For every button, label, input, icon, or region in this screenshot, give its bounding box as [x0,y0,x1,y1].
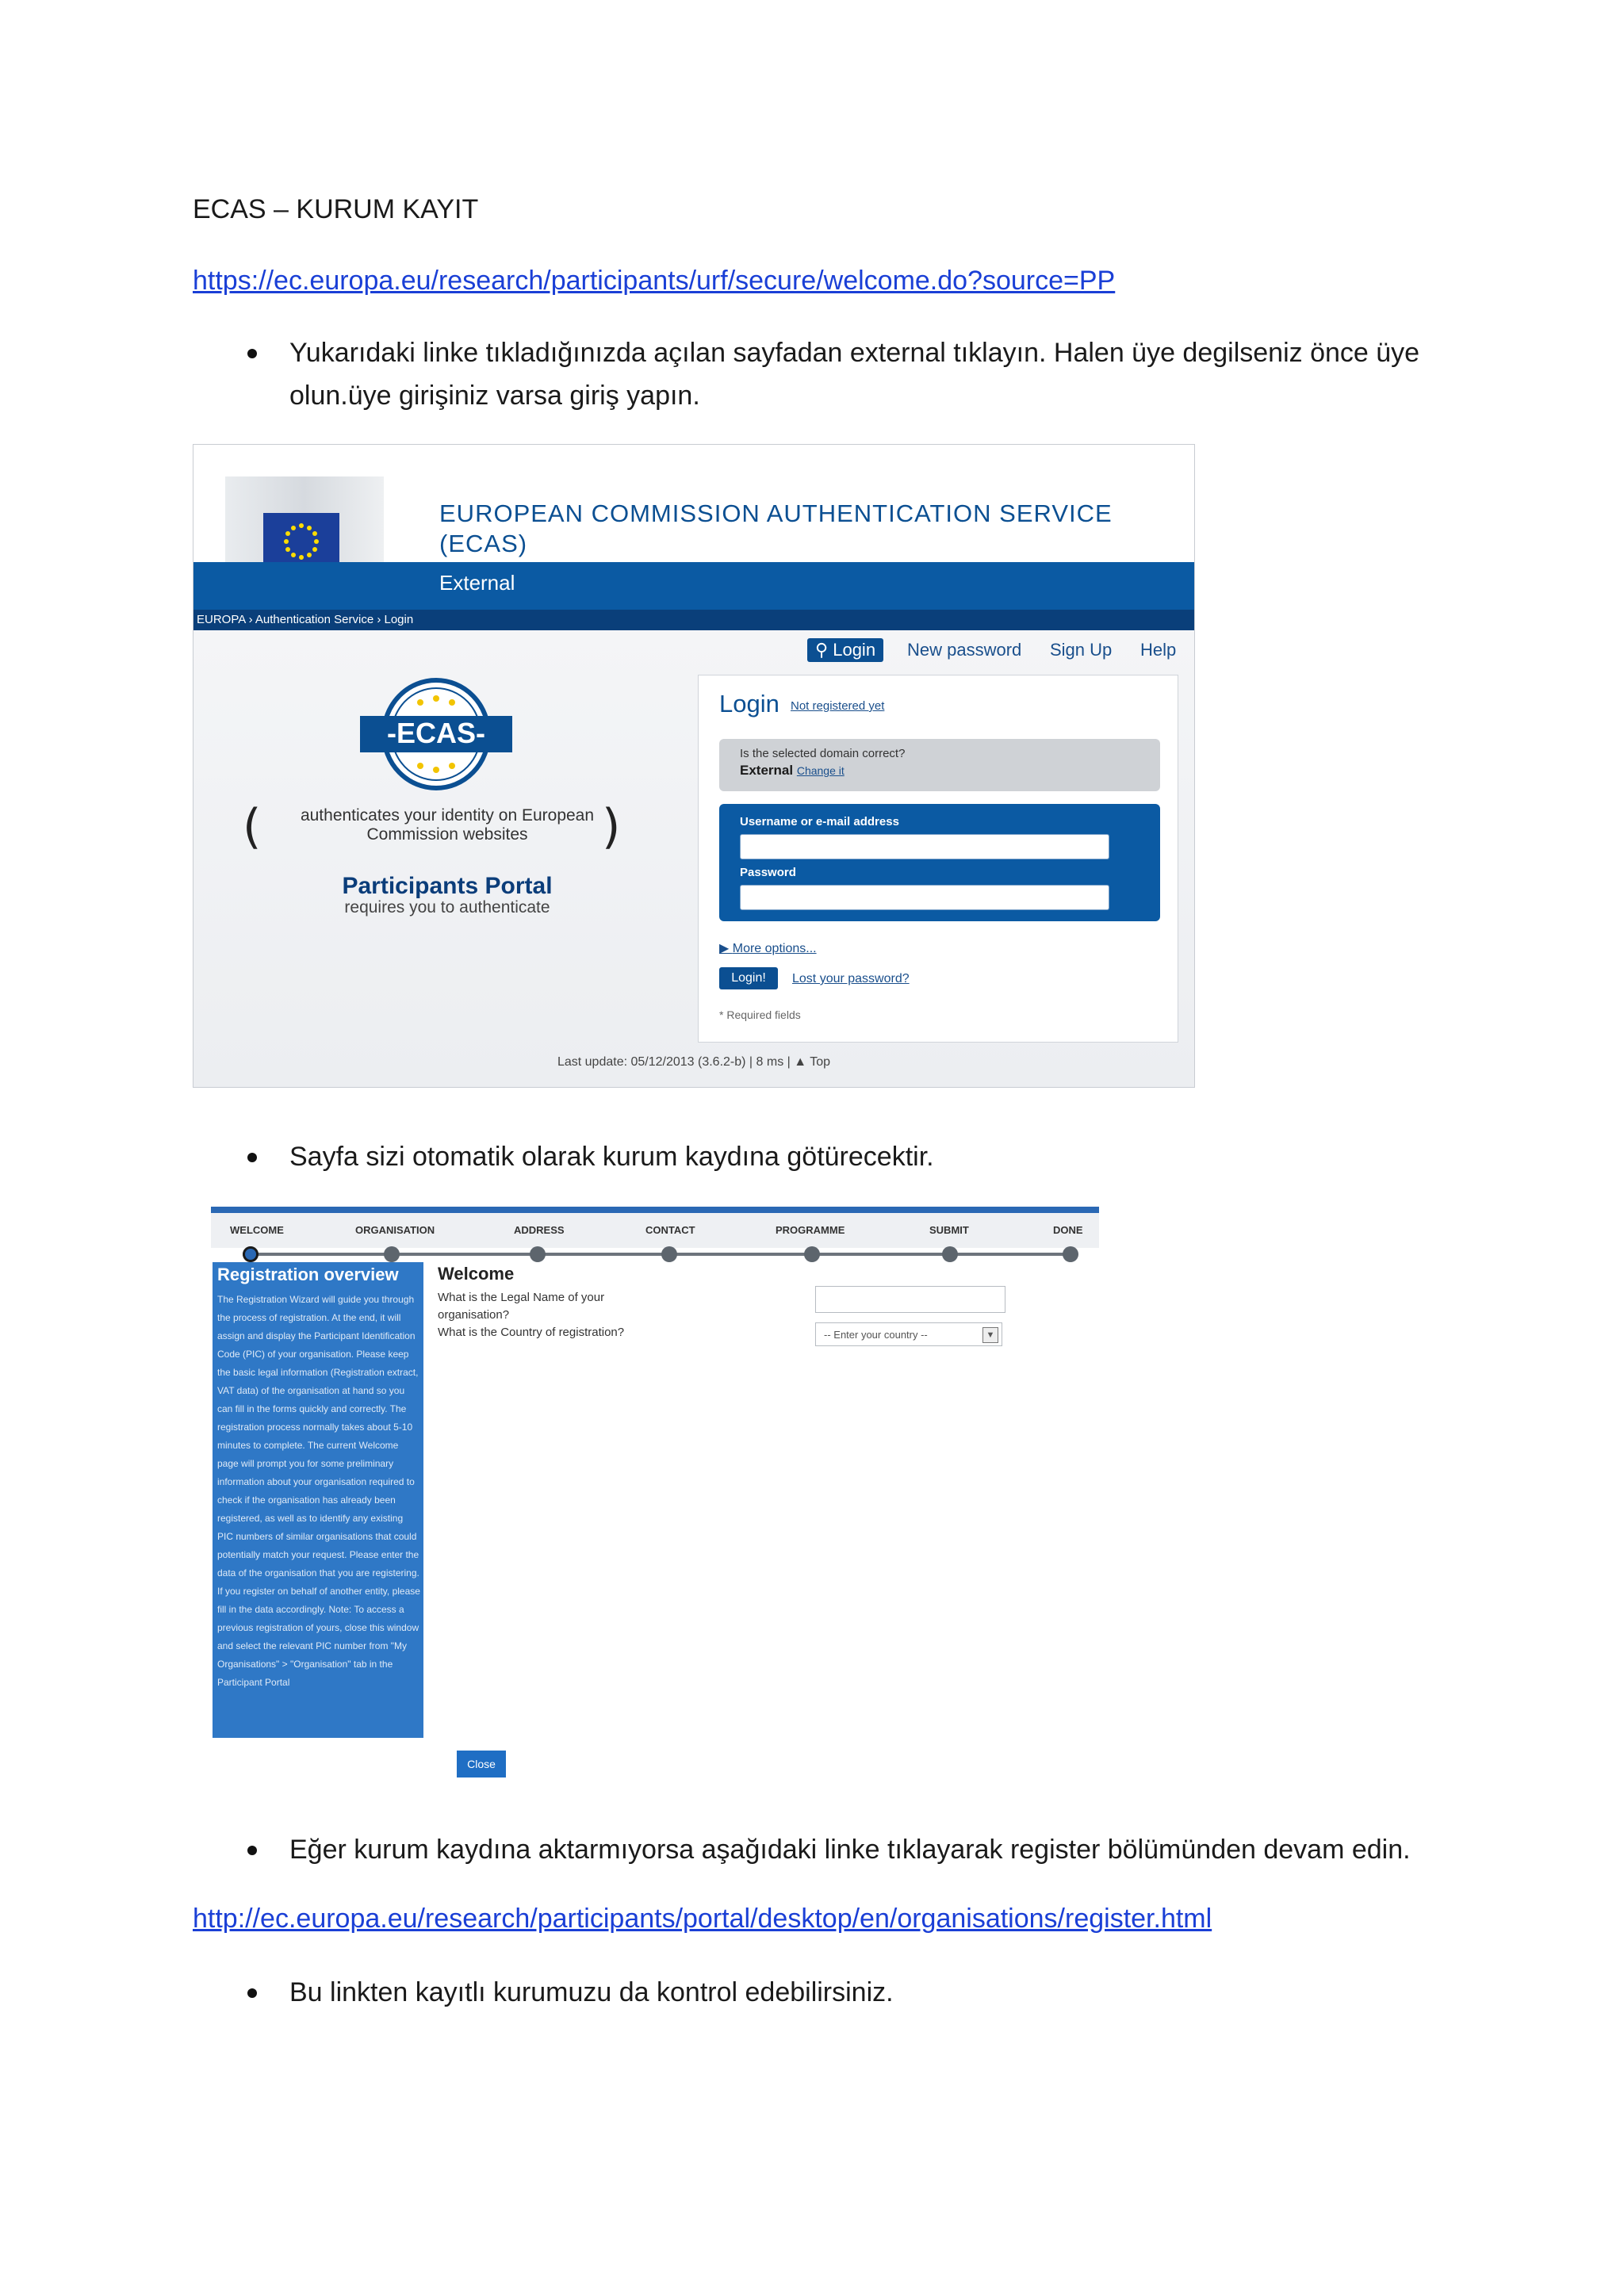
ecas-logo [358,675,514,794]
more-options-link[interactable]: ▶ More options... [719,942,817,955]
registration-overview-title: Registration overview [217,1265,399,1284]
domain-question: Is the selected domain correct? [740,747,906,760]
breadcrumb[interactable]: EUROPA › Authentication Service › Login [193,610,1194,630]
login-box [698,675,1178,1043]
chevron-down-icon[interactable]: ▼ [982,1327,998,1343]
credentials-form [719,804,1160,921]
register-link[interactable]: http://ec.europa.eu/research/participants/portal/desktop/en/organisations/register.html [193,1904,1212,1934]
ecas-header [193,445,1194,562]
step-programme-dot [804,1246,820,1262]
participants-portal-subtitle: requires you to authenticate [344,898,550,916]
ecas-logo-text: -ECAS- [387,717,485,749]
step-organisation-label: ORGANISATION [355,1224,435,1236]
bullet-icon [247,349,257,358]
document-heading: ECAS – KURUM KAYIT [193,194,479,224]
step-done-label: DONE [1053,1224,1083,1236]
username-label: Username or e-mail address [740,815,899,828]
step-contact-dot [661,1246,677,1262]
step-submit-dot [942,1246,958,1262]
step-done-dot [1063,1246,1078,1262]
left-paren: ( [243,799,262,855]
nav-new-password[interactable]: New password [907,640,1022,660]
password-input[interactable] [740,885,1109,910]
ecas-welcome-link[interactable]: https://ec.europa.eu/research/participants/urf/secure/welcome.do?source=PP [193,266,1116,296]
participants-portal-title: Participants Portal [342,873,553,899]
bullet-4: Bu linkten kayıtlı kurumuzu da kontrol edebilirsiniz. [289,1977,894,2007]
step-address-dot [530,1246,546,1262]
ecas-login-screenshot [193,444,1195,1088]
legal-name-question: What is the Legal Name of your organisation? [438,1291,605,1322]
ecas-footer: Last update: 05/12/2013 (3.6.2-b) | 8 ms | ▲ Top [557,1055,831,1069]
step-submit-label: SUBMIT [929,1224,969,1236]
right-paren: ) [602,799,621,855]
username-input[interactable] [740,834,1109,859]
step-welcome-label: WELCOME [230,1224,284,1236]
close-button[interactable]: Close [457,1751,506,1777]
nav-sign-up[interactable]: Sign Up [1050,640,1113,660]
bullet-icon [247,1153,257,1162]
not-registered-link[interactable]: Not registered yet [791,699,885,713]
step-contact-label: CONTACT [645,1224,695,1236]
step-welcome-dot [243,1246,259,1262]
registration-overview-panel [213,1262,423,1738]
domain-value: External Change it [740,763,845,778]
legal-name-input[interactable] [815,1286,1005,1313]
bullet-2: Sayfa sizi otomatik olarak kurum kaydına götürecektir. [289,1142,934,1172]
password-label: Password [740,866,796,879]
ecas-domain-label: External [439,571,515,595]
country-select[interactable]: -- Enter your country -- ▼ [815,1322,1002,1346]
bullet-icon [247,1988,257,1998]
step-address-label: ADDRESS [514,1224,565,1236]
wizard-top-bar [211,1207,1099,1213]
bullet-1-line-2: olun.üye girişiniz varsa giriş yapın. [289,381,700,411]
lost-password-link[interactable]: Lost your password? [792,972,910,985]
ecas-title: EUROPEAN COMMISSION AUTHENTICATION SERVICE (ECAS) [439,499,1113,557]
bullet-icon [247,1846,257,1855]
required-fields-note: * Required fields [719,1008,801,1021]
login-title: Login [719,690,779,718]
bullet-3: Eğer kurum kaydına aktarmıyorsa aşağıdaki linke tıklayarak register bölümünden devam edin. [289,1835,1411,1865]
domain-check-box [719,739,1160,791]
nav-login-tab[interactable]: ⚲ Login [807,638,883,662]
step-programme-label: PROGRAMME [776,1224,845,1236]
login-button[interactable]: Login! [719,967,778,989]
step-organisation-dot [384,1246,400,1262]
bullet-1-line-1: Yukarıdaki linke tıkladığınızda açılan sayfadan external tıklayın. Halen üye degilseniz önce üye [289,338,1420,368]
welcome-heading: Welcome [438,1264,515,1284]
nav-help[interactable]: Help [1140,640,1177,660]
ecas-domain-bar [193,562,1194,610]
country-question: What is the Country of registration? [438,1326,625,1339]
auth-description: authenticates your identity on European Commission websites [300,806,595,844]
registration-overview-text: The Registration Wizard will guide you through the process of registration. At the end, it will assign and display the Participant Identification Code (PIC) of your organisation. Please keep the basic legal information (Registration extract, VAT data) of the organisation at hand so you can fill in the forms quickly and correctly. The registration process normally takes about 5-10 minutes to complete. The current Welcome page will prompt you for some preliminary information about your organisation required to check if the organisation has already been registered, as well as to identify any existing PIC numbers of similar organisations that could potentially match your request. Please enter the data of the organisation that you are registering. If you register on behalf of another entity, please fill in the data accordingly. Note: To access a previous registration of yours, close this window and select the relevant PIC number from "My Organisations" > "Organisation" tab in the Participant Portal [217,1294,420,1688]
registration-wizard-screenshot [211,1207,1099,1779]
change-domain-link[interactable]: Change it [796,764,845,777]
